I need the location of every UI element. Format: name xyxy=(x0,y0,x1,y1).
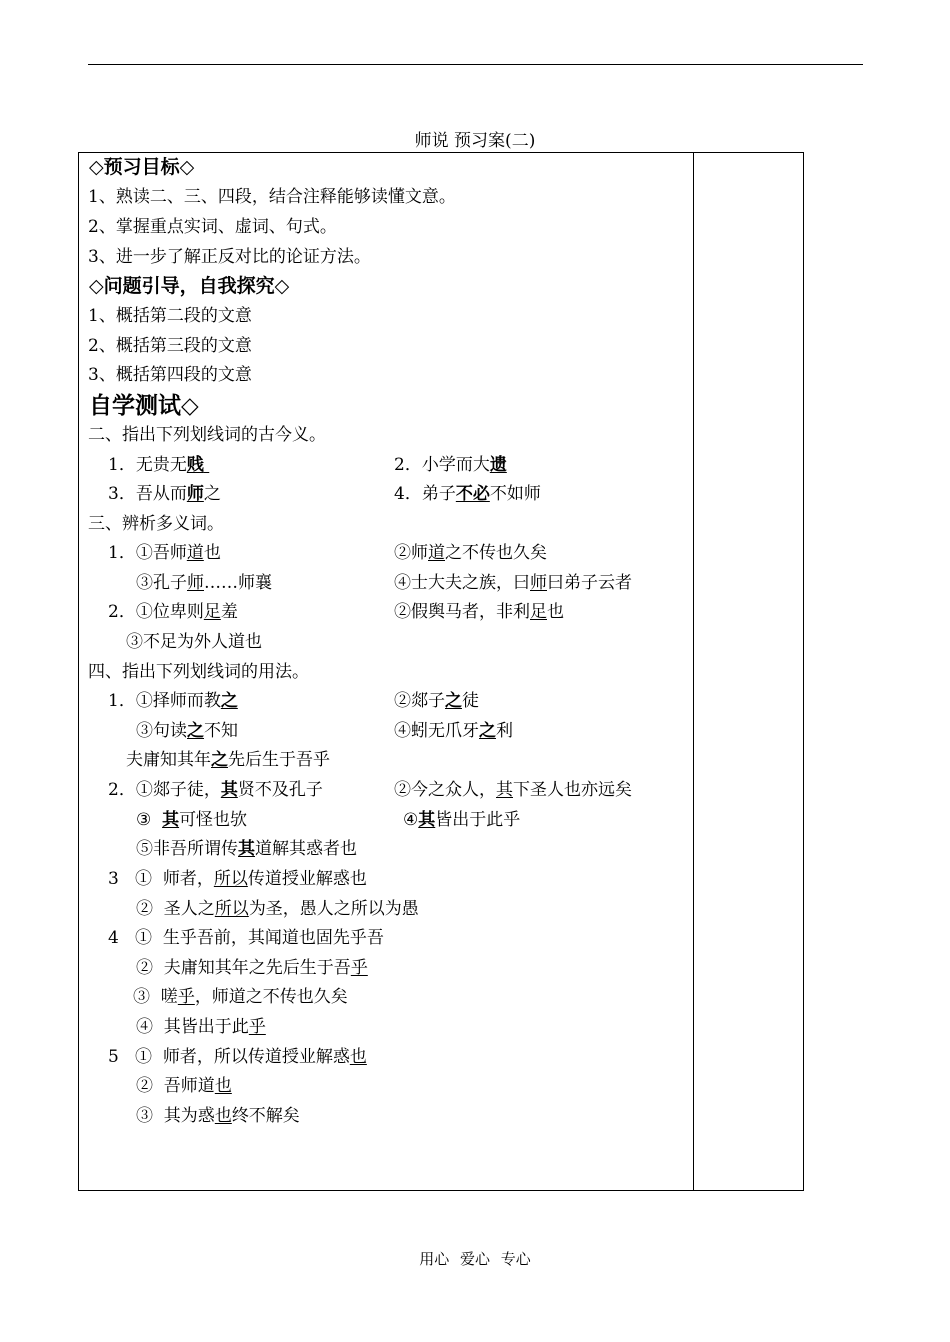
underlined-word: 之 xyxy=(211,750,228,770)
underlined-word: 其 xyxy=(418,810,436,830)
underlined-word: 师 xyxy=(187,573,204,593)
question-item: ② 吾师道也 xyxy=(136,1076,232,1096)
underlined-word: 师 xyxy=(186,484,204,504)
question-item: 3．吾从而师之 xyxy=(108,484,221,504)
question-item: ③ 嗟乎，师道之不传也久矣 xyxy=(133,987,348,1007)
question-item: 1．①吾师道也 xyxy=(108,543,221,563)
question-item: ③ 其可怪也欤 xyxy=(136,810,248,830)
question-item: ④ 其皆出于此乎 xyxy=(136,1017,266,1037)
question-item: ②师道之不传也久矣 xyxy=(394,543,547,563)
question-item: ③孔子师……师襄 xyxy=(136,573,272,593)
page-title: 师说 预习案(二) xyxy=(414,131,536,151)
underlined-word: 之 xyxy=(479,721,496,741)
question-item: ②假舆马者，非利足也 xyxy=(394,602,564,622)
question-item: 2．①郯子徒，其贤不及孔子 xyxy=(108,780,323,800)
goal-item: 1、熟读二、三、四段，结合注释能够读懂文意。 xyxy=(88,187,456,207)
underlined-word: 乎 xyxy=(248,1017,266,1037)
underlined-word: 道 xyxy=(428,543,445,563)
question-item: ⑤非吾所谓传其道解其惑者也 xyxy=(136,839,357,859)
underlined-word: 其 xyxy=(238,839,255,859)
underlined-word: 师 xyxy=(530,573,547,593)
question-item: 夫庸知其年之先后生于吾乎 xyxy=(126,750,330,770)
underlined-word: 其 xyxy=(496,780,513,800)
goal-item: 3、进一步了解正反对比的论证方法。 xyxy=(88,247,371,267)
question-item: 1．①择师而教之 xyxy=(108,691,238,711)
goal-item: 2、掌握重点实词、虚词、句式。 xyxy=(88,217,337,237)
question-item: ③不足为外人道也 xyxy=(126,632,262,652)
underlined-word: 其 xyxy=(220,780,238,800)
underlined-word: 乎 xyxy=(350,958,368,978)
question-item: ③句读之不知 xyxy=(136,721,238,741)
section-heading-selftest: 自学测试◇ xyxy=(89,392,199,419)
inquiry-item: 2、概括第三段的文意 xyxy=(88,336,252,356)
header-rule xyxy=(88,64,863,65)
question-item: 4 ① 生乎吾前，其闻道也固先乎吾 xyxy=(108,928,384,948)
underlined-word: 所以 xyxy=(214,899,249,919)
question-item: ④其皆出于此乎 xyxy=(403,810,521,830)
section-heading-inquiry: ◇问题引导，自我探究◇ xyxy=(89,275,290,297)
question-item: ④士大夫之族，曰师曰弟子云者 xyxy=(394,573,632,593)
part4-heading: 四、指出下列划线词的用法。 xyxy=(88,662,309,682)
underlined-word: 也 xyxy=(349,1047,367,1067)
question-item: ② 圣人之所以为圣，愚人之所以为愚 xyxy=(136,899,419,919)
inquiry-item: 1、概括第二段的文意 xyxy=(88,306,252,326)
question-item: ② 夫庸知其年之先后生于吾乎 xyxy=(136,958,368,978)
underlined-word: 足 xyxy=(530,602,547,622)
underlined-word: 之 xyxy=(445,691,462,711)
inquiry-item: 3、概括第四段的文意 xyxy=(88,365,252,385)
underlined-word: 之 xyxy=(220,691,238,711)
underlined-word: 遗 xyxy=(489,455,507,475)
underlined-word: 足 xyxy=(203,602,221,622)
part3-heading: 三、辨析多义词。 xyxy=(88,514,224,534)
question-item: ③ 其为惑也终不解矣 xyxy=(136,1106,300,1126)
underlined-word: 道 xyxy=(186,543,204,563)
question-item: 2．①位卑则足羞 xyxy=(108,602,238,622)
underlined-word: 其 xyxy=(162,810,180,830)
question-item: 2．小学而大遗 xyxy=(394,455,507,475)
part2-heading: 二、指出下列划线词的古今义。 xyxy=(88,425,326,445)
question-item: 5 ① 师者，所以传道授业解惑也 xyxy=(108,1047,367,1067)
question-item: 4．弟子不必不如师 xyxy=(394,484,541,504)
section-heading-goals: ◇预习目标◇ xyxy=(89,156,195,178)
underlined-word: 贱 xyxy=(186,455,204,475)
question-item: 1．无贵无贱 xyxy=(108,455,204,475)
underlined-word: 乎 xyxy=(177,987,195,1007)
underlined-word: 之 xyxy=(187,721,204,741)
question-item: ④蚓无爪牙之利 xyxy=(394,721,513,741)
table-column-divider xyxy=(693,152,694,1191)
underlined-word: 也 xyxy=(214,1076,232,1096)
page-footer: 用心 爱心 专心 xyxy=(419,1250,531,1268)
question-item: ②郯子之徒 xyxy=(394,691,479,711)
underlined-word: 也 xyxy=(214,1106,232,1126)
question-item: 3 ① 师者，所以传道授业解惑也 xyxy=(108,869,367,889)
underlined-word: 所以 xyxy=(213,869,248,889)
question-item: ②今之众人，其下圣人也亦远矣 xyxy=(394,780,632,800)
underlined-word: 不必 xyxy=(455,484,490,504)
